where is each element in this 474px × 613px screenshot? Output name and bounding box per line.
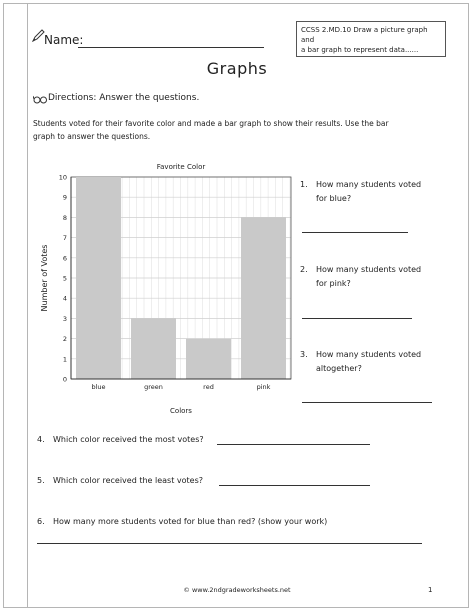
question-2-line-1: How many students voted (316, 265, 422, 274)
question-1-line-2: for blue? (316, 194, 352, 203)
y-tick-label: 3 (62, 314, 67, 323)
question-3-number: 3. (300, 350, 308, 359)
question-1-text (316, 178, 421, 206)
question-6-text: How many more students voted for blue than red? (show your work) (53, 517, 328, 526)
y-tick-label: 10 (58, 173, 67, 182)
y-tick-label: 4 (62, 294, 67, 303)
name-label: Name: (44, 33, 84, 47)
standard-box (296, 21, 446, 57)
question-5-text: Which color received the least votes? (53, 476, 203, 485)
answer-line-5[interactable] (219, 485, 370, 486)
intro-text (33, 117, 438, 143)
x-tick-label-blue: blue (91, 383, 106, 391)
x-tick-label-red: red (203, 383, 214, 391)
pencil-icon (31, 29, 45, 43)
footer-website: © www.2ndgradeworksheets.net (183, 586, 291, 594)
y-axis-label: Number of Votes (40, 244, 49, 312)
question-6 (37, 515, 457, 529)
question-2-line-2: for pink? (316, 279, 351, 288)
intro-line-1: Students voted for their favorite color and made a bar graph to show their results. Use the bar (33, 119, 389, 128)
answer-line-3[interactable] (302, 402, 432, 403)
question-2-text (316, 263, 421, 291)
question-6-number: 6. (37, 517, 45, 526)
bar-chart (28, 155, 298, 423)
question-5-number: 5. (37, 476, 45, 485)
question-1-number: 1. (300, 180, 308, 189)
question-3 (300, 348, 450, 378)
x-tick-label-green: green (144, 383, 163, 391)
name-field[interactable] (78, 47, 264, 48)
y-tick-label: 9 (62, 193, 67, 202)
chart-title: Favorite Color (156, 163, 206, 171)
answer-line-2[interactable] (302, 318, 412, 319)
question-1-line-1: How many students voted (316, 180, 422, 189)
bar-blue (76, 177, 121, 379)
answer-line-4[interactable] (217, 444, 370, 445)
question-3-line-1: How many students voted (316, 350, 422, 359)
question-4-number: 4. (37, 435, 45, 444)
page-title: Graphs (206, 59, 268, 78)
y-tick-label: 0 (62, 375, 67, 384)
y-tick-label: 5 (62, 274, 67, 283)
question-4-text: Which color received the most votes? (53, 435, 204, 444)
bar-red (186, 339, 231, 379)
glasses-icon (33, 95, 47, 104)
answer-line-1[interactable] (302, 232, 408, 233)
question-3-line-2: altogether? (316, 364, 362, 373)
standard-text-line2: a bar graph to represent data...... (301, 46, 419, 54)
question-3-text (316, 348, 421, 376)
y-tick-label: 6 (62, 254, 67, 263)
intro-line-2: graph to answer the questions. (33, 132, 151, 141)
x-axis-label: Colors (170, 407, 192, 415)
page-number: 1 (428, 586, 433, 594)
y-tick-label: 7 (62, 234, 67, 243)
x-tick-label-pink: pink (256, 383, 271, 391)
standard-text-line1: CCSS 2.MD.10 Draw a picture graph and (301, 26, 428, 44)
y-tick-label: 8 (62, 213, 67, 222)
question-2 (300, 263, 450, 293)
directions-text: Directions: Answer the questions. (48, 93, 200, 103)
y-tick-label: 1 (62, 355, 67, 364)
bar-green (131, 318, 176, 379)
y-tick-label: 2 (62, 335, 67, 344)
question-1 (300, 178, 450, 208)
bar-pink (241, 217, 286, 379)
question-2-number: 2. (300, 265, 308, 274)
work-line[interactable] (37, 543, 422, 544)
